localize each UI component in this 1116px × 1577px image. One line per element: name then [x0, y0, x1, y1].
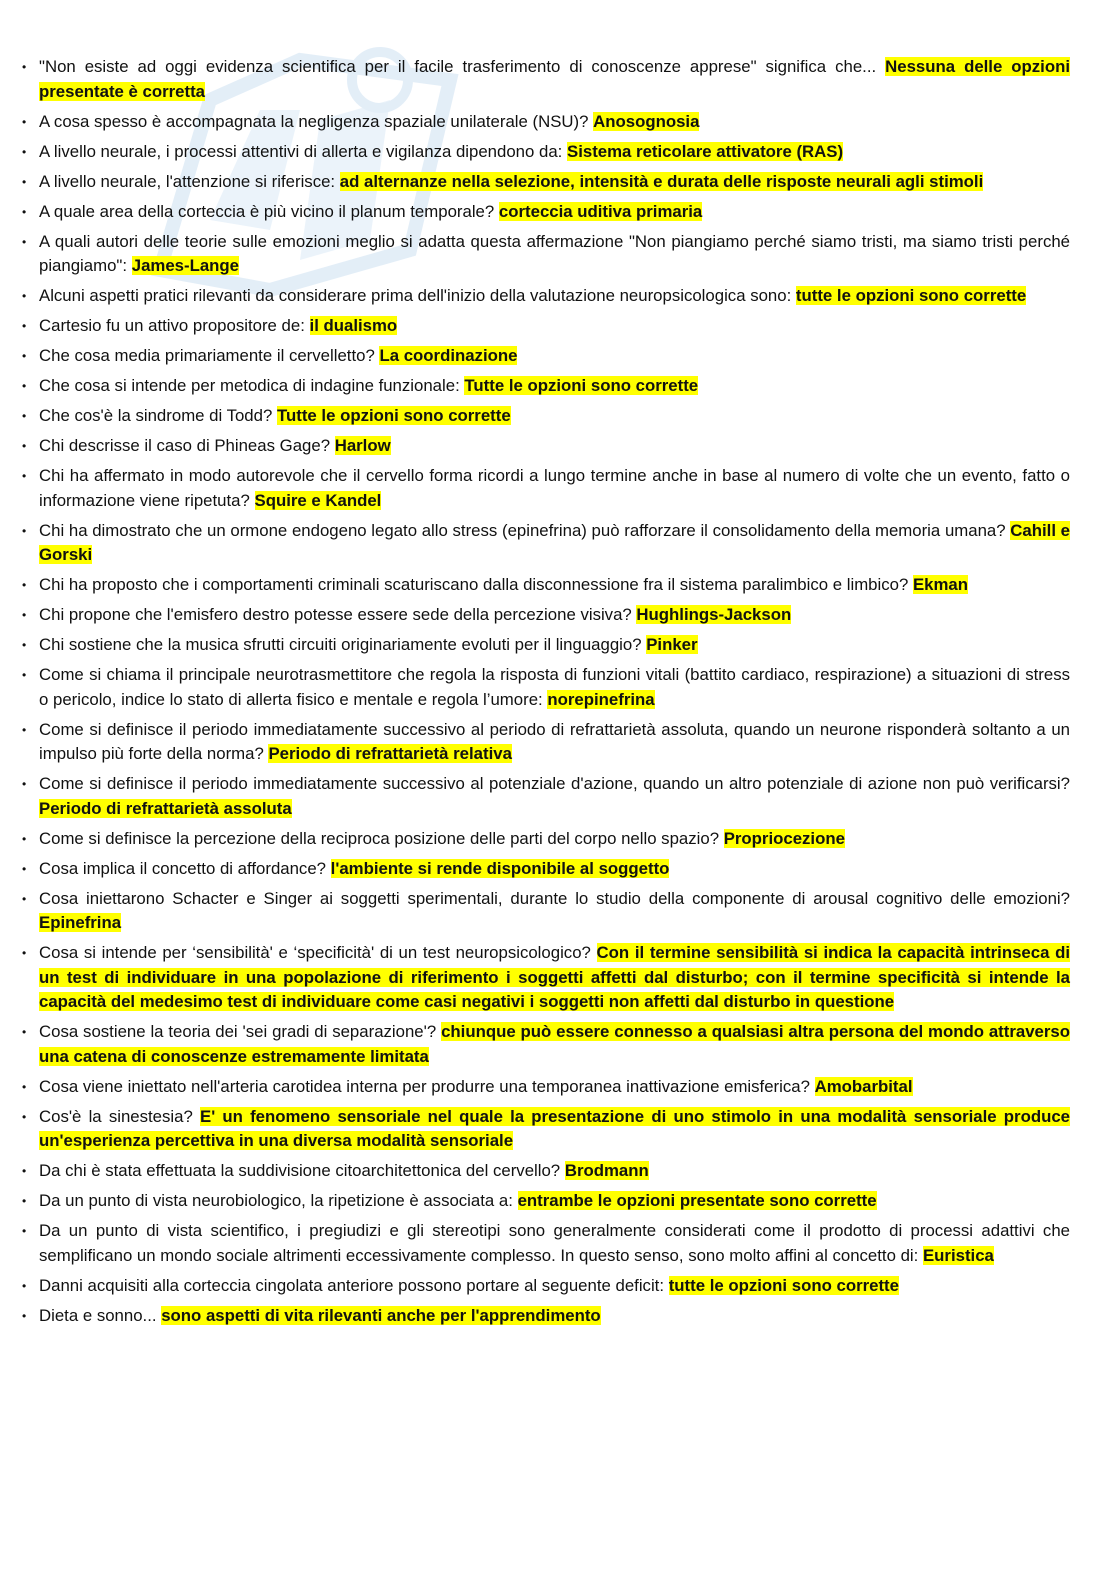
bullet-icon: • — [22, 234, 27, 249]
question-text: Chi ha dimostrato che un ormone endogeno legato allo stress (epinefrina) può rafforzare il consolidamento della memoria umana? — [39, 520, 1006, 540]
bullet-icon: • — [22, 668, 27, 682]
qa-item — [22, 603, 1070, 628]
qa-item — [22, 464, 1070, 513]
answer-highlight: Harlow — [334, 436, 391, 455]
question-text: Cosa sostiene la teoria dei 'sei gradi di separazione'? — [39, 1022, 437, 1041]
qa-item — [22, 1219, 1070, 1268]
bullet-icon: • — [22, 1278, 27, 1293]
answer-highlight: Propriocezione — [723, 828, 845, 848]
question-text: Cos'è la sinestesia? — [39, 1106, 193, 1126]
answer-highlight: Cahill e Gorski — [39, 520, 1071, 564]
answer-highlight: La coordinazione — [379, 346, 518, 365]
bullet-icon: • — [22, 861, 27, 876]
question-text: Cosa implica il concetto di affordance? — [39, 858, 326, 878]
answer-highlight: entrambe le opzioni presentate sono corrette — [517, 1191, 877, 1210]
answer-highlight: E' un fenomeno sensoriale nel quale la presentazione di uno stimolo in una modalità sensoriale produce un'esperienza percettiva in una diversa modalità sensoriale — [39, 1106, 1070, 1150]
question-text: Come si definisce il periodo immediatamente successivo al periodo di refrattarietà assoluta, quando un neurone risponderà soltanto a un impulso più forte della norma? — [39, 719, 1070, 763]
qa-item — [22, 434, 1070, 459]
qa-item — [22, 200, 1070, 225]
answer-highlight: Tutte le opzioni sono corrette — [464, 376, 699, 395]
bullet-icon: • — [22, 349, 27, 363]
bullet-icon: • — [22, 289, 27, 303]
answer-highlight: Periodo di refrattarietà assoluta — [39, 798, 292, 818]
answer-highlight: Periodo di refrattarietà relativa — [268, 744, 512, 763]
question-text: Cartesio fu un attivo propositore de: — [39, 316, 305, 335]
bullet-icon: • — [22, 439, 27, 453]
question-text: Che cos'è la sindrome di Todd? — [39, 406, 273, 425]
qa-item — [22, 663, 1070, 712]
qa-item — [22, 314, 1070, 339]
question-text: Che cosa media primariamente il cervelletto? — [39, 346, 375, 365]
question-text: A cosa spesso è accompagnata la negligenza spaziale unilaterale (NSU)? — [39, 111, 589, 131]
qa-list — [22, 55, 1070, 1328]
answer-highlight: Tutte le opzioni sono corrette — [276, 406, 511, 425]
question-text: Che cosa si intende per metodica di indagine funzionale: — [39, 376, 460, 395]
question-text: Da chi è stata effettuata la suddivisione citoarchitettonica del cervello? — [39, 1161, 561, 1180]
bullet-icon: • — [22, 608, 27, 622]
bullet-icon: • — [22, 319, 27, 333]
answer-highlight: chiunque può essere connesso a qualsiasi altra persona del mondo attraverso una catena di conoscenze estremamente limitata — [39, 1022, 1070, 1066]
qa-item — [22, 404, 1070, 429]
question-text: A livello neurale, i processi attentivi di allerta e vigilanza dipendono da: — [39, 141, 563, 161]
bullet-icon: • — [22, 60, 27, 74]
question-text: Cosa si intende per ‘sensibilità' e ‘specificità' di un test neuropsicologico? — [39, 943, 591, 962]
question-text: "Non esiste ad oggi evidenza scientifica per il facile trasferimento di conoscenze apprese" significa che... — [39, 57, 877, 76]
qa-item — [22, 573, 1070, 598]
qa-item — [22, 1274, 1070, 1299]
qa-item — [22, 284, 1070, 309]
answer-highlight: Anosognosia — [593, 111, 700, 131]
qa-item — [22, 1304, 1070, 1329]
bullet-icon: • — [22, 638, 27, 652]
answer-highlight: Pinker — [646, 635, 698, 654]
bullet-icon: • — [22, 831, 27, 846]
answer-highlight: sono aspetti di vita rilevanti anche per l'apprendimento — [161, 1305, 601, 1325]
answer-highlight: il dualismo — [309, 316, 398, 335]
question-text: Cosa iniettarono Schacter e Singer ai soggetti sperimentali, durante lo studio della componente di arousal cognitivo delle emozioni? — [39, 888, 1070, 908]
qa-item — [22, 55, 1070, 104]
answer-highlight: ad alternanze nella selezione, intensità e durata delle risposte neurali agli stimoli — [339, 171, 984, 191]
bullet-icon: • — [22, 946, 27, 960]
question-text: Come si chiama il principale neurotrasmettitore che regola la risposta di funzioni vitali (battito cardiaco, respirazione) a situazioni di stress o pericolo, indice lo stato di allerta fisico e mentale e regola l’umore: — [39, 665, 1070, 709]
qa-item — [22, 887, 1070, 936]
qa-item — [22, 170, 1070, 195]
question-text: A quale area della corteccia è più vicino il planum temporale? — [39, 201, 495, 221]
bullet-icon: • — [22, 1308, 27, 1323]
qa-item — [22, 857, 1070, 882]
answer-highlight: norepinefrina — [547, 689, 655, 709]
answer-highlight: Euristica — [922, 1245, 994, 1265]
question-text: Chi ha affermato in modo autorevole che il cervello forma ricordi a lungo termine anche in base al numero di volte che un evento, fatto o informazione viene ripetuta? — [39, 466, 1070, 510]
question-text: Danni acquisiti alla corteccia cingolata anteriore possono portare al seguente deficit: — [39, 1275, 665, 1295]
question-text: Come si definisce il periodo immediatamente successivo al potenziale d'azione, quando un altro potenziale di azione non può verificarsi? — [39, 774, 1070, 793]
document-page — [22, 55, 1070, 1334]
qa-item — [22, 1159, 1070, 1184]
answer-highlight: Brodmann — [564, 1161, 649, 1180]
question-text: Alcuni aspetti pratici rilevanti da considerare prima dell'inizio della valutazione neuropsicologica sono: — [39, 286, 792, 305]
bullet-icon: • — [22, 174, 27, 189]
qa-item — [22, 230, 1070, 279]
bullet-icon: • — [22, 409, 27, 423]
answer-highlight: corteccia uditiva primaria — [498, 201, 703, 221]
answer-highlight: Amobarbital — [814, 1076, 913, 1096]
answer-highlight: Con il termine sensibilità si indica la capacità intrinseca di un test di individuare in una popolazione di riferimento i soggetti affetti dal disturbo; con il termine specificità si intende la capacità del medesimo test di individuare come casi negativi i soggetti non affetti dal disturbo in questione — [39, 943, 1071, 1011]
bullet-icon: • — [22, 204, 27, 219]
qa-item — [22, 519, 1070, 568]
question-text: Da un punto di vista neurobiologico, la ripetizione è associata a: — [39, 1191, 513, 1210]
qa-item — [22, 140, 1070, 165]
answer-highlight: Sistema reticolare attivatore (RAS) — [567, 141, 844, 161]
answer-highlight: Squire e Kandel — [254, 490, 382, 510]
question-text: Cosa viene iniettato nell'arteria carotidea interna per produrre una temporanea inattivazione emisferica? — [39, 1076, 810, 1096]
qa-item — [22, 1075, 1070, 1100]
qa-item — [22, 110, 1070, 135]
bullet-icon: • — [22, 144, 27, 159]
qa-item — [22, 827, 1070, 852]
bullet-icon: • — [22, 891, 27, 906]
question-text: Da un punto di vista scientifico, i pregiudizi e gli stereotipi sono generalmente considerati come il prodotto di processi adattivi che semplificano un mondo sociale altrimenti eccessivamente complesso. In questo senso, sono molto affini al concetto di: — [39, 1221, 1070, 1265]
answer-highlight: tutte le opzioni sono corrette — [795, 286, 1027, 305]
bullet-icon: • — [22, 469, 27, 483]
qa-item — [22, 374, 1070, 399]
qa-item — [22, 718, 1070, 767]
bullet-icon: • — [22, 578, 27, 592]
bullet-icon: • — [22, 1025, 27, 1039]
answer-highlight: Ekman — [912, 575, 968, 594]
bullet-icon: • — [22, 722, 27, 737]
answer-highlight: Nessuna delle opzioni presentate è corretta — [39, 57, 1070, 101]
question-text: Chi descrisse il caso di Phineas Gage? — [39, 436, 331, 455]
qa-item — [22, 1189, 1070, 1214]
question-text: Chi sostiene che la musica sfrutti circuiti originariamente evoluti per il linguaggio? — [39, 635, 642, 654]
qa-item — [22, 633, 1070, 658]
bullet-icon: • — [22, 1109, 27, 1124]
bullet-icon: • — [22, 114, 27, 129]
bullet-icon: • — [22, 1224, 27, 1238]
bullet-icon: • — [22, 1194, 27, 1208]
answer-highlight: James-Lange — [131, 256, 239, 275]
bullet-icon: • — [22, 379, 27, 393]
bullet-icon: • — [22, 523, 27, 538]
qa-item — [22, 1020, 1070, 1069]
answer-highlight: Epinefrina — [39, 913, 122, 932]
qa-item — [22, 344, 1070, 369]
question-text: Chi propone che l'emisfero destro potesse essere sede della percezione visiva? — [39, 605, 632, 624]
qa-item — [22, 941, 1070, 1015]
answer-highlight: l'ambiente si rende disponibile al soggetto — [330, 858, 670, 878]
question-text: A livello neurale, l'attenzione si riferisce: — [39, 171, 336, 191]
qa-item — [22, 772, 1070, 821]
question-text: Dieta e sonno... — [39, 1305, 157, 1325]
answer-highlight: Hughlings-Jackson — [636, 605, 792, 624]
answer-highlight: tutte le opzioni sono corrette — [668, 1275, 899, 1295]
bullet-icon: • — [22, 1164, 27, 1178]
bullet-icon: • — [22, 1079, 27, 1094]
question-text: Come si definisce la percezione della reciproca posizione delle parti del corpo nello spazio? — [39, 828, 720, 848]
question-text: A quali autori delle teorie sulle emozioni meglio si adatta questa affermazione "Non piangiamo perché siamo tristi, ma siamo tristi perché piangiamo": — [39, 231, 1070, 275]
qa-item — [22, 1105, 1070, 1154]
bullet-icon: • — [22, 777, 27, 791]
question-text: Chi ha proposto che i comportamenti criminali scaturiscano dalla disconnessione fra il sistema paralimbico e limbico? — [39, 575, 909, 594]
